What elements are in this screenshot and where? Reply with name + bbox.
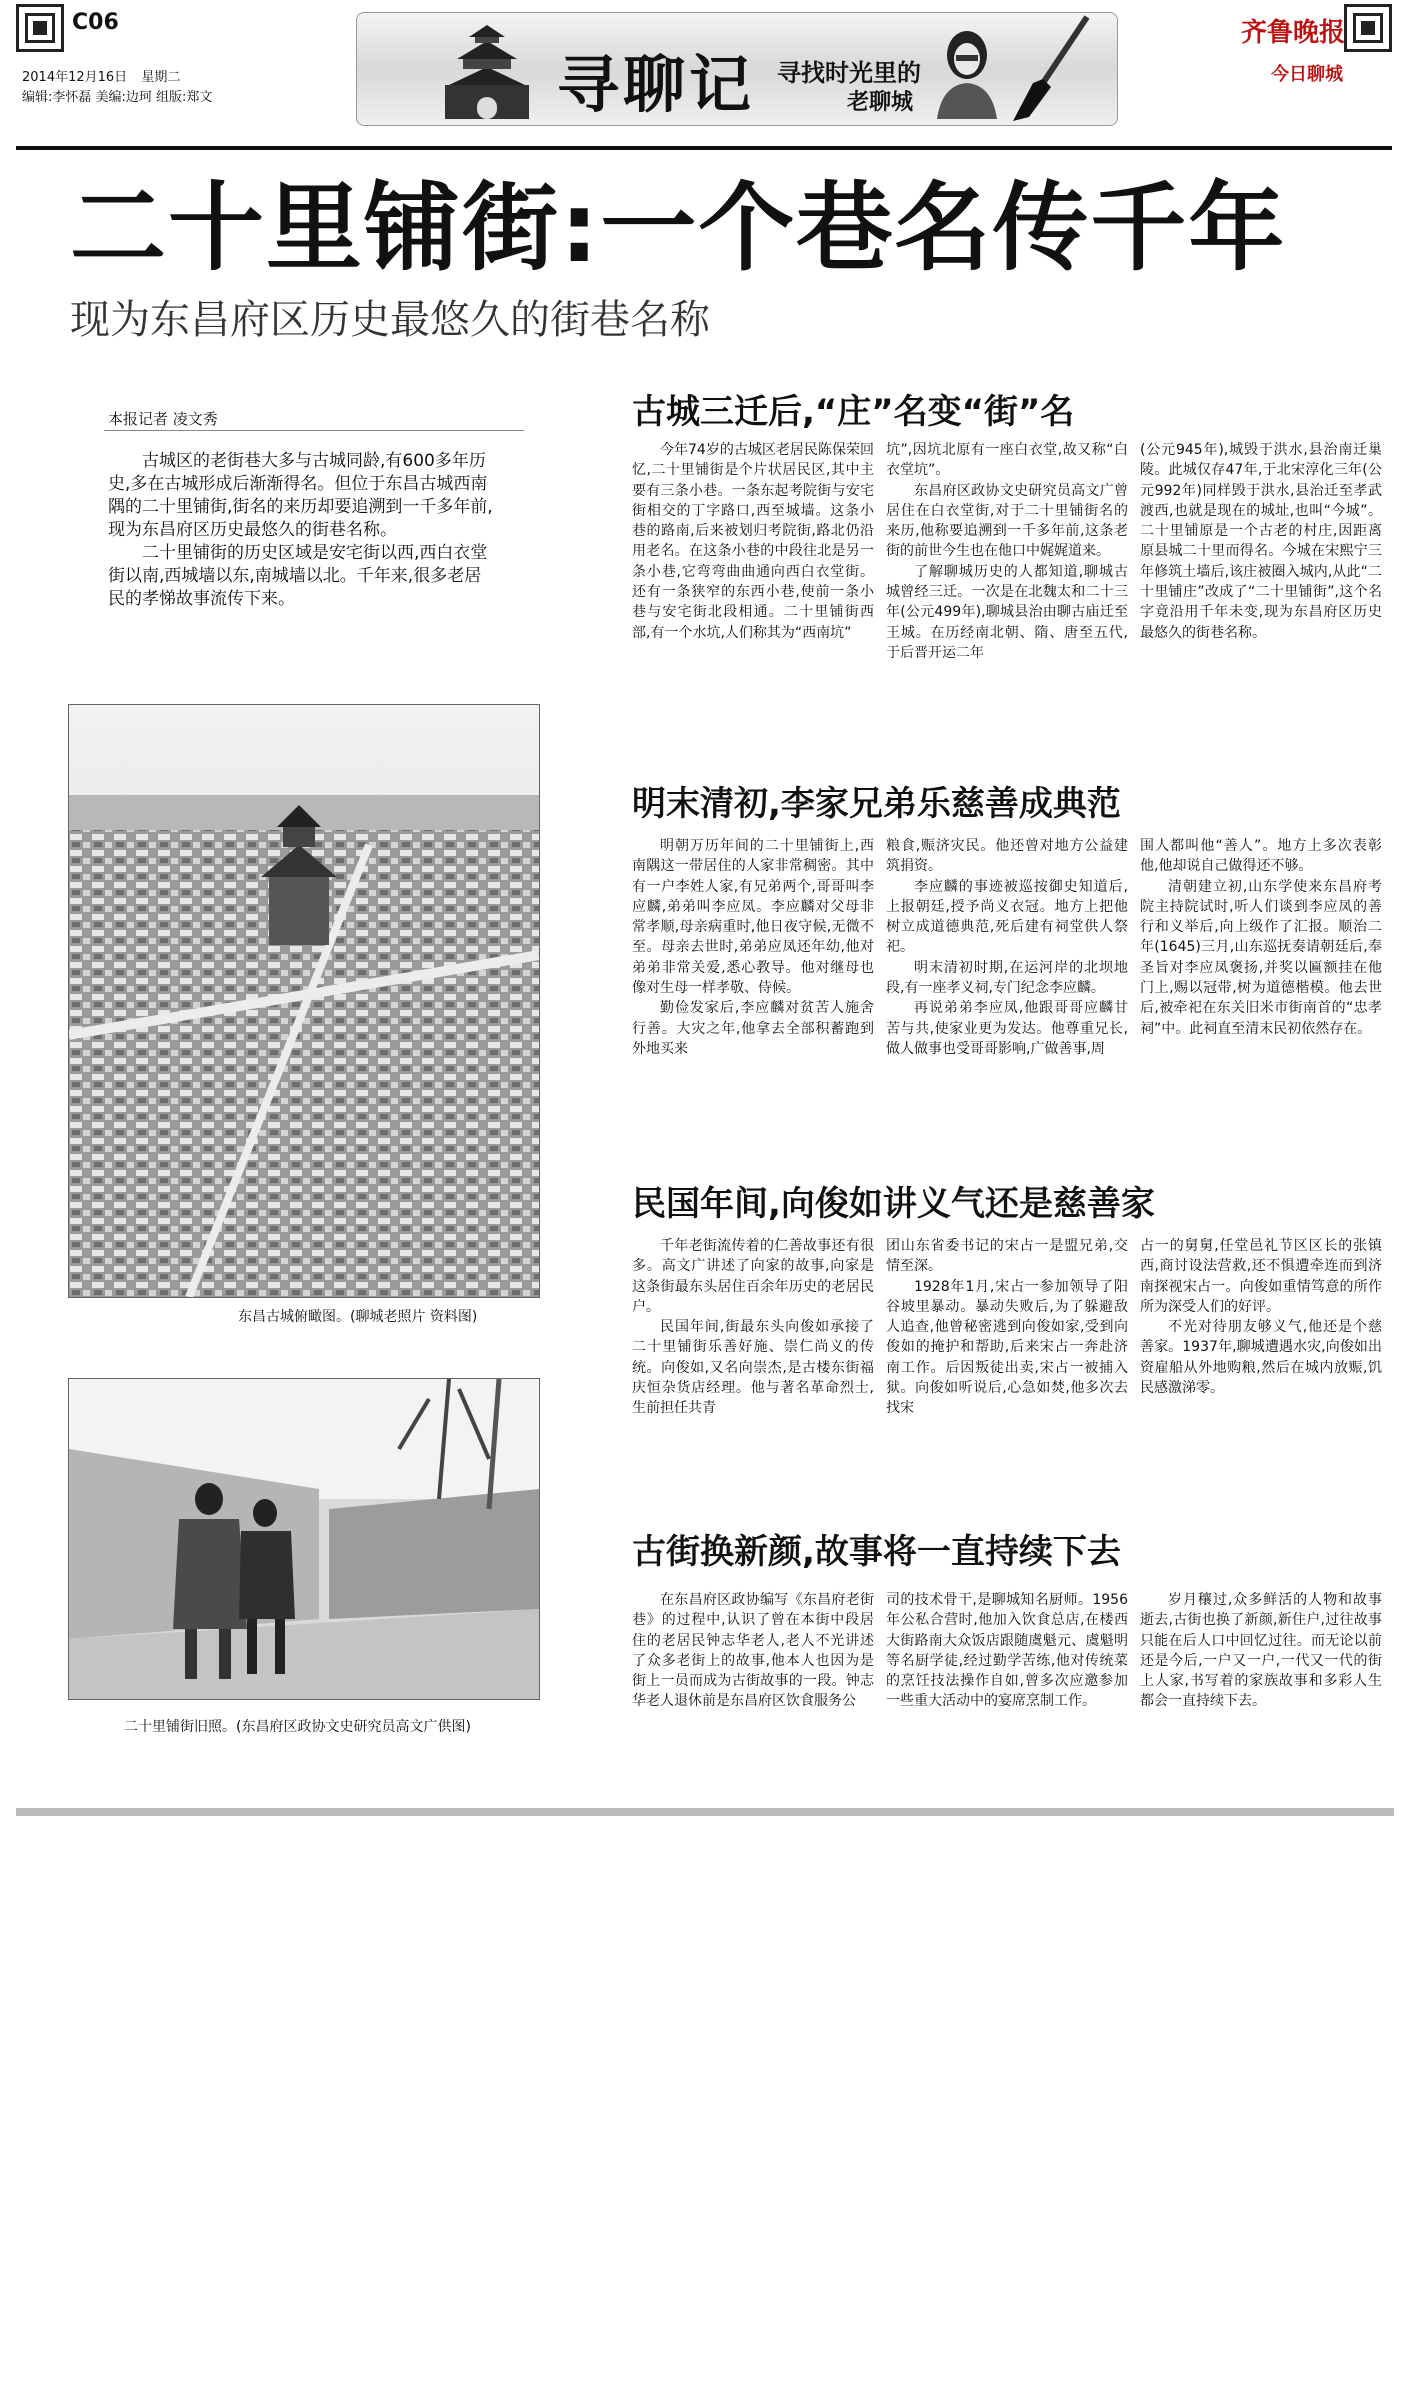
paragraph: 岁月穰过,众多鲜活的人物和故事逝去,古街也换了新颜,新住户,过往故事只能在后人口中回忆过往。而无论以前还是今后,一户又一户,一代又一代的街上人家,书写着的家族故事和多彩人生都会一直持续下去。 bbox=[1140, 1592, 1382, 1710]
headline: 二十里铺街:一个巷名传千年 bbox=[70, 172, 1287, 284]
text-column bbox=[1140, 836, 1382, 1039]
aerial-city-image bbox=[69, 705, 539, 1297]
text-column bbox=[632, 1590, 874, 1712]
text-column bbox=[1140, 1590, 1382, 1712]
paragraph: 粮食,赈济灾民。他还曾对地方公益建筑捐资。 bbox=[886, 838, 1128, 875]
old-street-image bbox=[69, 1379, 539, 1699]
paragraph: 团山东省委书记的宋占一是盟兄弟,交情至深。 bbox=[886, 1238, 1128, 1275]
paragraph: 明末清初时期,在运河岸的北坝地段,有一座孝义祠,专门纪念李应麟。 bbox=[886, 959, 1128, 997]
paragraph: 坑”,因坑北原有一座白衣堂,故又称“白衣堂坑”。 bbox=[886, 442, 1128, 479]
lead-paragraphs bbox=[108, 450, 494, 611]
issue-date bbox=[22, 66, 180, 85]
paragraph: 勤俭发家后,李应麟对贫苦人施舍行善。大灾之年,他拿去全部积蓄跑到外地买来 bbox=[632, 1000, 874, 1057]
reporter-portrait-icon bbox=[932, 27, 1002, 119]
subheadline: 现为东昌府区历史最悠久的街巷名称 bbox=[70, 297, 710, 343]
lead-paragraph: 古城区的老街巷大多与古城同龄,有600多年历史,多在古城形成后渐渐得名。但位于东昌古城西南隅的二十里铺街,街名的来历却要追溯到一千多年前,现为东昌府区历史最悠久的街巷名称。 bbox=[108, 451, 493, 540]
paragraph: 在东昌府区政协编写《东昌府老街巷》的过程中,认识了曾在本街中段居住的老居民钟志华老人,老人不光讲述了众多老街上的故事,他本人也因为是街上一员而成为古街故事的一段。钟志华老人退休前是东昌府区饮食服务公 bbox=[632, 1592, 874, 1710]
section-title: 民国年间,向俊如讲义气还是慈善家 bbox=[632, 1184, 1155, 1224]
paragraph: 1928年1月,宋占一参加领导了阳谷坡里暴动。暴动失败后,为了躲避敌人追查,他曾秘密逃到向俊如家,受到向俊如的掩护和帮助,后来宋占一奔赴济南工作。后因叛徒出卖,宋占一被捕入狱。向俊如听说后,心急如焚,他多次去找宋 bbox=[886, 1278, 1128, 1417]
text-column bbox=[632, 440, 874, 643]
street-photo bbox=[68, 1378, 540, 1700]
date: 2014年12月16日 bbox=[22, 70, 128, 85]
paragraph: 明朝万历年间的二十里铺街上,西南隅这一带居住的人家非常稠密。其中有一户李姓人家,有兄弟两个,哥哥叫李应麟,弟弟叫李应凤。李应麟对父母非常孝顺,母亲病重时,他日夜守候,无微不至。母亲去世时,弟弟应凤还年幼,他对弟弟非常关爱,悉心教导。他对继母也像对生母一样孝敬、侍候。 bbox=[632, 838, 874, 997]
byline: 本报记者 凌文秀 bbox=[108, 410, 218, 428]
paragraph: 占一的舅舅,任堂邑礼节区区长的张镇西,商讨设法营救,还不惧遭牵连而到济南探视宋占一。向俊如重情笃意的所作所为深受人们的好评。 bbox=[1140, 1238, 1382, 1315]
paragraph: 了解聊城历史的人都知道,聊城古城曾经三迁。一次是在北魏太和二十三年(公元499年),聊城县治由聊古庙迁至王城。在历经南北朝、隋、唐至五代,于后晋开运二年 bbox=[886, 563, 1128, 661]
section-name: 今日聊城 bbox=[1271, 64, 1343, 85]
text-column bbox=[632, 1236, 874, 1419]
writing-brush-icon bbox=[1007, 13, 1097, 125]
text-column bbox=[886, 1236, 1128, 1419]
corner-ornament-right-icon bbox=[1344, 4, 1392, 52]
paragraph: 民国年间,街最东头向俊如承接了二十里铺街乐善好施、崇仁尚义的传统。向俊如,又名向崇杰,是古楼东街福庆恒杂货店经理。他与著名革命烈士,生前担任共青 bbox=[632, 1319, 874, 1417]
paragraph: 司的技术骨干,是聊城知名厨师。1956年公私合营时,他加入饮食总店,在楼西大街路南大众饭店跟随虞魁元、虞魁明等名厨学徒,经过勤学苦练,他对传统菜的烹饪技法操作自如,曾多次应邀参加一些重大活动中的宴席烹制工作。 bbox=[886, 1592, 1128, 1710]
paragraph: 再说弟弟李应凤,他跟哥哥应麟甘苦与共,使家业更为发达。他尊重兄长,做人做事也受哥哥影响,广做善事,周 bbox=[886, 1000, 1128, 1057]
weekday: 星期二 bbox=[141, 70, 181, 85]
paragraph: 清朝建立初,山东学使来东昌府考院主持院试时,听人们谈到李应凤的善行和义举后,向上级作了汇报。顺治二年(1645)三月,山东巡抚奏请朝廷后,奉圣旨对李应凤褒扬,并奖以匾额挂在他门上,赐以冠带,树为道德楷模。他去世后,被牵祀在东关旧米市街南首的“忠孝祠”中。此祠直至清末民初依然存在。 bbox=[1140, 878, 1382, 1037]
section-title: 明末清初,李家兄弟乐慈善成典范 bbox=[632, 784, 1121, 824]
section-title: 古城三迁后,“庄”名变“街”名 bbox=[632, 392, 1075, 432]
text-column bbox=[886, 440, 1128, 663]
corner-ornament-left-icon bbox=[16, 4, 64, 52]
credits: 编辑:李怀磊 美编:边珂 组版:郑文 bbox=[22, 90, 213, 105]
lead-paragraph: 二十里铺街的历史区域是安宅街以西,西白衣堂街以南,西城墙以东,南城墙以北。千年来,很多老居民的孝悌故事流传下来。 bbox=[108, 542, 488, 609]
photo-caption: 二十里铺街旧照。(东昌府区政协文史研究员高文广供图) bbox=[124, 1719, 471, 1735]
text-column bbox=[1140, 440, 1382, 643]
paragraph: 千年老街流传着的仁善故事还有很多。高文广讲述了向家的故事,向家是这条街最东头居住百余年历史的老居民户。 bbox=[632, 1238, 874, 1315]
column-slogan-line2: 老聊城 bbox=[847, 90, 914, 115]
paragraph: 李应麟的事迹被巡按御史知道后,上报朝廷,授予尚义衣冠。地方上把他树立成道德典范,死后建有祠堂供人祭祀。 bbox=[886, 878, 1128, 956]
text-column bbox=[632, 836, 874, 1059]
paragraph: 围人都叫他“善人”。地方上多次表彰他,他却说自己做得还不够。 bbox=[1140, 838, 1382, 875]
column-name: 寻聊记 bbox=[557, 48, 756, 121]
bottom-rule bbox=[16, 1808, 1394, 1816]
text-column bbox=[1140, 1236, 1382, 1398]
paragraph: 不光对待朋友够义气,他还是个慈善家。1937年,聊城遭遇水灾,向俊如出资雇船从外地购粮,然后在城内放赈,饥民感激涕零。 bbox=[1140, 1319, 1382, 1397]
byline-rule bbox=[104, 430, 524, 431]
text-column bbox=[886, 836, 1128, 1059]
newspaper-name: 齐鲁晚报 bbox=[1241, 18, 1346, 48]
section-title: 古街换新颜,故事将一直持续下去 bbox=[632, 1532, 1121, 1572]
page-number: C06 bbox=[72, 10, 119, 35]
masthead bbox=[16, 0, 1392, 150]
paragraph: 今年74岁的古城区老居民陈保荣回忆,二十里铺街是个片状居民区,其中主要有三条小巷。一条东起考院街与安宅街相交的丁字路口,西至城墙。这条小巷的路南,后来被划归考院街,路北仍沿用老名。在这条小巷的中段往北是另一条小巷,它弯弯曲曲通向西白衣堂街。还有一条狭窄的东西小巷,使前一条小巷与安宅街北段相通。二十里铺街西部,有一个水坑,人们称其为“西南坑” bbox=[632, 442, 874, 641]
paragraph: 东昌府区政协文史研究员高文广曾居住在白衣堂街,对于二十里铺街名的来历,他称要追溯到一千多年前,这条老街的前世今生也在他口中娓娓道来。 bbox=[886, 482, 1128, 560]
drum-tower-icon bbox=[437, 23, 537, 119]
text-column bbox=[886, 1590, 1128, 1712]
aerial-photo bbox=[68, 704, 540, 1298]
column-banner bbox=[356, 12, 1118, 126]
column-slogan-line1: 寻找时光里的 bbox=[777, 59, 921, 87]
paragraph: (公元945年),城毁于洪水,县治南迁巢陵。此城仅存47年,于北宋淳化三年(公元992年)同样毁于洪水,县治迁至孝武渡西,也就是现在的城址,也叫“今城”。二十里铺原是一个古老的村庄,因距离原县城二十里而得名。今城在宋熙宁三年修筑土墙后,该庄被圈入城内,从此“二十里铺庄”改成了“二十里铺街”,这个名字竟沿用千年未变,现为东昌府区历史最悠久的街巷名称。 bbox=[1140, 442, 1382, 641]
photo-caption: 东昌古城俯瞰图。(聊城老照片 资料图) bbox=[238, 1309, 478, 1325]
